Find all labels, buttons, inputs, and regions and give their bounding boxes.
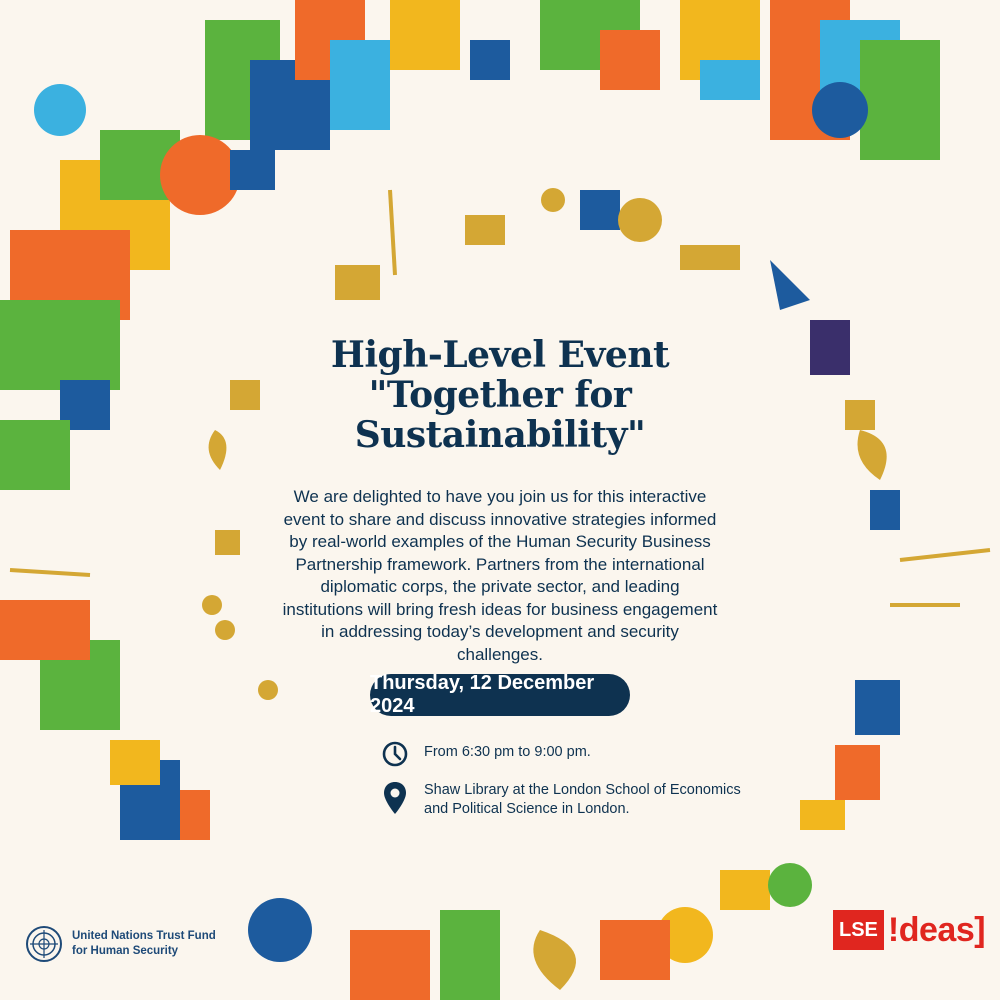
title-line-3: Sustainability" — [354, 414, 646, 456]
un-emblem-icon — [24, 924, 64, 964]
event-venue: Shaw Library at the London School of Economics and Political Science in London. — [424, 782, 741, 817]
event-time-row — [380, 738, 591, 770]
event-venue-row — [380, 780, 744, 819]
un-logo-line-1: United Nations Trust Fund — [72, 930, 216, 942]
map-pin-icon — [380, 780, 410, 816]
lse-logo-box: LSE — [833, 910, 884, 950]
event-date-badge — [370, 674, 630, 716]
event-title — [250, 335, 750, 455]
un-logo-line-2: for Human Security — [72, 945, 179, 957]
title-line-1: High-Level Event — [330, 334, 670, 376]
lse-ideas-text: !deas] — [887, 910, 986, 949]
event-date: Thursday, 12 December 2024 — [370, 672, 595, 717]
buildings-top — [390, 0, 940, 160]
un-logo-text — [72, 929, 216, 959]
event-description: We are delighted to have you join us for this interactive event to share and discuss innovative strategies informed by real-world examples of the Human Security Business Partnership framework. Partners from the international diplomatic corps, the private sector, and leading institutions will bring fresh ideas for business engagement in addressing today’s development and security challenges. — [282, 487, 718, 664]
un-trust-fund-logo — [24, 924, 216, 964]
clock-icon — [380, 738, 410, 770]
lse-ideas-logo — [833, 910, 985, 950]
title-line-2: "Together for — [368, 374, 632, 416]
event-time: From 6:30 pm to 9:00 pm. — [424, 744, 591, 760]
